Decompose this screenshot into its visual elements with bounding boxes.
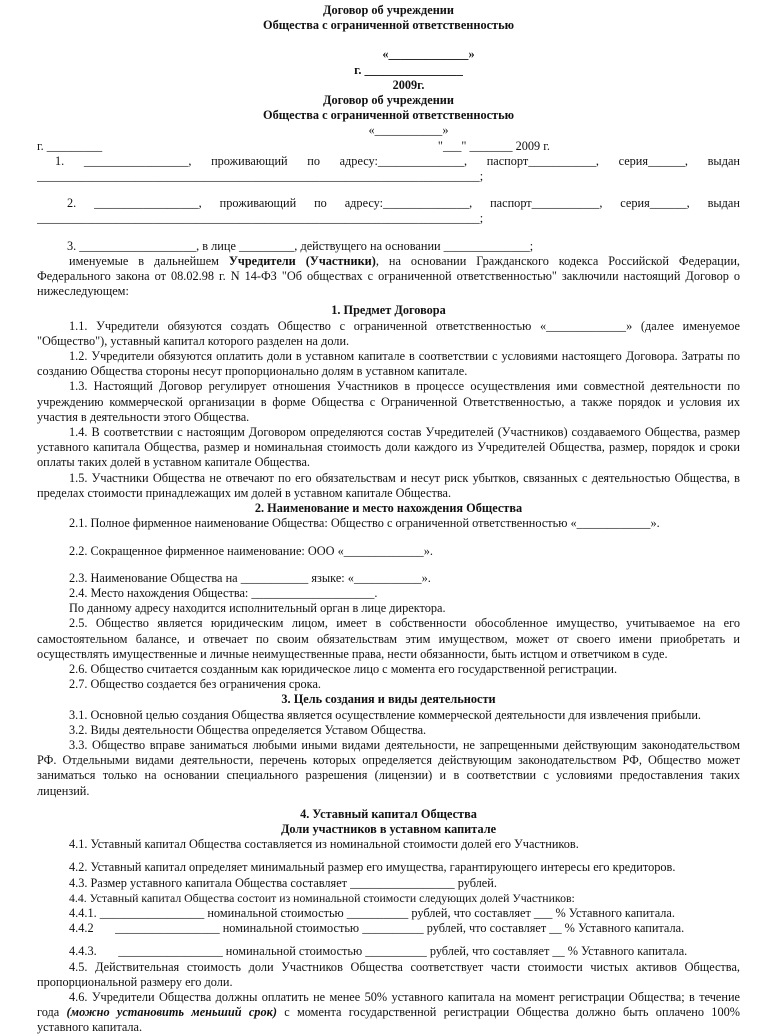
city-blank: г. ________________ (354, 62, 463, 77)
clause-2-2: 2.2. Сокращенное фирменное наименование: ООО «_____________». (69, 543, 433, 558)
clause-2-4-note: По данному адресу находится исполнительный орган в лице директора. (69, 601, 446, 616)
place-blank: г. _________ (37, 138, 103, 153)
founders-term: Учредители (Участники) (228, 253, 376, 268)
clause-1-3: 1.3. Настоящий Договор регулирует отношения Участников в процессе осуществления ими совместной деятельности по учреждению коммерческой организации в форме Общества с Ограниченной Ответственностью, а также порядок и условия их участия в деятельности этого Общества. (37, 379, 740, 424)
clause-1-4: 1.4. В соответствии с настоящим Договором определяются состав Учредителей (Участников) создаваемого Общества, размер уставного капитала Общества, размер и номинальная стоимость доли каждого из Учредителей Общества, размер, порядок и сроки оплаты таких долей в уставном капитале Общества. (37, 425, 740, 470)
clause-4-4-3: 4.4.3. _________________ номинальной стоимостью __________ рублей, что составляет __ % Уставного капитала. (69, 944, 688, 959)
clause-2-3: 2.3. Наименование Общества на ___________ языке: «___________». (69, 570, 431, 585)
preamble: именуемые в дальнейшем Учредители (Участники), на основании Гражданского кодекса Российской Федерации, Федерального закона от 08.02.98 г. N 14-ФЗ "Об обществах с ограниченной ответственностью" заключили настоящий Договор о нижеследующем: (37, 253, 740, 299)
founder-2-line: 2. _________________, проживающий по адресу:______________, паспорт___________, серия______, выдан (67, 196, 740, 211)
founder-3-line: 3. ___________________, в лице _________, действущего на основании ______________; (67, 238, 534, 253)
clause-2-7: 2.7. Общество создается без ограничения срока. (69, 677, 321, 692)
document-header (37, 3, 740, 139)
founder-1 (37, 154, 740, 184)
founder-2-continuation: ________________________________________________________________________; (37, 211, 484, 226)
clause-1-1: 1.1. Учредители обязуются создать Общество с ограниченной ответственностью «_____________» (далее именуемое "Общество"), уставный капитал которого разделен на доли. (37, 318, 740, 348)
doc-title-repeat: Договор об учреждении (323, 93, 454, 108)
doc-year: 2009г. (392, 77, 425, 92)
section-1-title: 1. Предмет Договора (331, 303, 446, 318)
section-4-title: 4. Уставный капитал Общества (300, 806, 477, 821)
doc-title: Договор об учреждении (323, 3, 454, 17)
clause-4-5: 4.5. Действительная стоимость доли Участников Общества соответствует части стоимости чистых активов Общества, пропорциональной размеру его доли. (37, 959, 740, 989)
founder-1-continuation: ________________________________________________________________________; (37, 169, 484, 184)
clause-2-1: 2.1. Полное фирменное наименование Общества: Общество с ограниченной ответственностью «____________». (69, 516, 660, 531)
clause-2-5: 2.5. Общество является юридическим лицом, имеет в собственности обособленное имущество, учитываемое на его самостоятельном балансе, и отвечает по своим обязательствам этим имуществом, может от своего имени приобретать и осуществлять имущественные и личные неимущественные права, нести обязанности, быть истцом и ответчиком в суде. (37, 616, 740, 661)
clause-4-4-2: 4.4.2 _________________ номинальной стоимостью __________ рублей, что составляет __ % Уставного капитала. (69, 921, 685, 936)
clause-2-4: 2.4. Место нахождения Общества: ____________________. (69, 585, 378, 600)
clause-4-4-1: 4.4.1. _________________ номинальной стоимостью __________ рублей, что составляет ___ % Уставного капитала. (69, 905, 675, 920)
clause-4-1: 4.1. Уставный капитал Общества составляется из номинальной стоимости долей его Участников. (69, 837, 579, 852)
clause-1-5: 1.5. Участники Общества не отвечают по его обязательствам и несут риск убытков, связанных с деятельностью Общества, в пределах стоимости принадлежащих им долей в уставном капитале Общества. (37, 470, 740, 500)
date-blank: "___" _______ 2009 г. (437, 138, 550, 153)
founder-2 (37, 196, 740, 226)
clause-4-6: 4.6. Учредители Общества должны оплатить не менее 50% уставного капитала на момент регистрации Общества; в течение года (можно установить меньший срок) с момента государственной регистрации Общества должно быть оплачено 100% уставного капитала. (37, 989, 740, 1035)
place-date-line (37, 139, 740, 154)
company-name-blank: «_____________» (382, 47, 475, 62)
clause-1-2: 1.2. Учредители обязуются оплатить доли в уставном капитале в соответствии с условиями настоящего Договора. Затраты по созданию Общества стороны несут пропорционально долям в уставном капитале. (37, 349, 740, 379)
founder-1-line: 1. _________________, проживающий по адресу:______________, паспорт___________, серия______, выдан (55, 153, 740, 168)
section-2-title: 2. Наименование и место нахождения Общества (254, 501, 523, 516)
doc-subtitle: Общества с ограниченной ответственностью (263, 18, 514, 33)
clause-3-1: 3.1. Основной целью создания Общества является осуществление коммерческой деятельности для извлечения прибыли. (69, 707, 702, 722)
clause-4-4: 4.4. Уставный капитал Общества состоит из номинальной стоимости следующих долей Участников: (69, 890, 575, 905)
emphasis-shorter-term: (можно установить меньший срок) (66, 1005, 277, 1020)
doc-subtitle-repeat: Общества с ограниченной ответственностью (263, 108, 514, 123)
clause-4-2: 4.2. Уставный капитал определяет минимальный размер его имущества, гарантирующего интересы его кредиторов. (69, 860, 676, 875)
clause-3-2: 3.2. Виды деятельности Общества определяется Уставом Общества. (69, 722, 427, 737)
company-name-blank-2: «___________» (368, 123, 449, 138)
clause-3-3: 3.3. Общество вправе заниматься любыми иными видами деятельности, не запрещенными действующим законодательством РФ. Отдельными видами деятельности, перечень которых определяется действующим законодательством РФ, Общество может заниматься только на основании специального разрешения (лицензии) и в соответствии с условиями предоставления таких лицензий. (37, 737, 740, 798)
clause-2-6: 2.6. Общество считается созданным как юридическое лицо с момента его государственной регистрации. (69, 661, 618, 676)
clause-4-3: 4.3. Размер уставного капитала Общества составляет _________________ рублей. (69, 875, 497, 890)
section-4-subtitle: Доли участников в уставном капитале (280, 821, 497, 836)
section-3-title: 3. Цель создания и виды деятельности (281, 692, 496, 707)
